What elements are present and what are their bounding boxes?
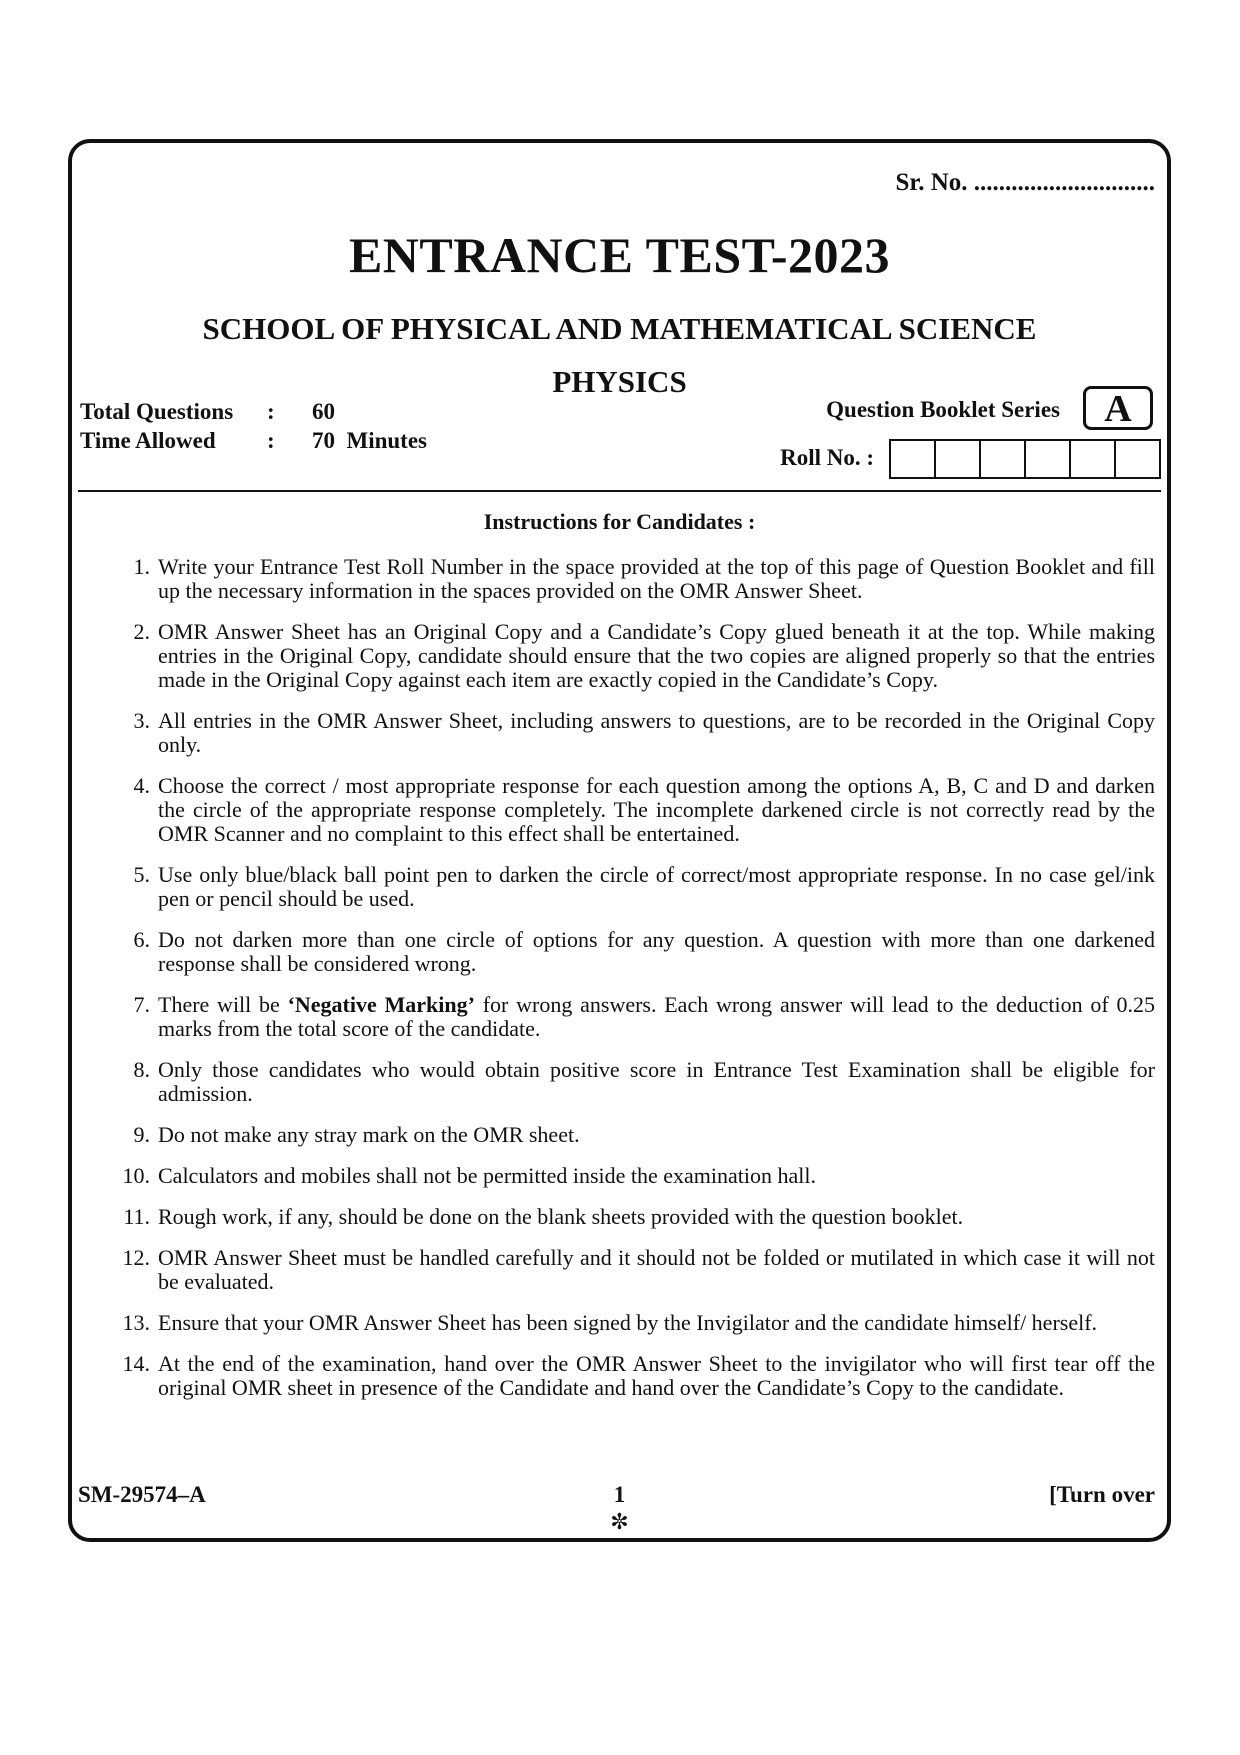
instruction-text: At the end of the examination, hand over the OMR Answer Sheet to the invigilator who will first tear off the original OMR sheet in presence of the Candidate and hand over the Candidate’s Copy to the candidate. [158,1351,1155,1400]
instruction-item [100,774,1155,846]
colon: : [267,399,275,424]
serial-number: Sr. No. ............................. [895,169,1155,196]
instruction-number: 11. [123,1204,150,1229]
instruction-item [100,1246,1155,1294]
series-badge: A [1083,386,1153,430]
instruction-text: Calculators and mobiles shall not be permitted inside the examination hall. [158,1163,817,1188]
time-allowed-row [80,428,427,454]
instructions-list [100,555,1155,1417]
negative-marking-emphasis: ‘Negative Marking’ [287,992,475,1017]
total-questions-value: 60 [312,399,335,424]
instruction-number: 2. [133,619,150,644]
instruction-item [100,863,1155,911]
instruction-number: 13. [122,1310,150,1335]
instruction-text: Do not darken more than one circle of options for any question. A question with more than one darkened response shall be considered wrong. [158,927,1155,976]
page-number: 1 [613,1482,626,1507]
instruction-item [100,1352,1155,1400]
instruction-number: 1. [133,554,150,579]
instruction-item [100,555,1155,603]
instruction-text-part: There will be [158,992,288,1017]
instruction-item [100,709,1155,757]
instruction-item [100,993,1155,1041]
booklet-cover-frame [68,139,1171,1542]
instruction-text: Use only blue/black ball point pen to darken the circle of correct/most appropriate response. In no case gel/ink pen or pencil should be used. [158,862,1155,911]
instruction-text: Do not make any stray mark on the OMR sheet. [158,1122,580,1147]
total-questions-row [80,399,335,425]
instruction-number: 9. [133,1122,150,1147]
instruction-item [100,1205,1155,1229]
school-name: SCHOOL OF PHYSICAL AND MATHEMATICAL SCIENCE [202,311,1037,346]
subject-name: PHYSICS [552,364,687,399]
time-allowed-value: 70 Minutes [312,428,427,453]
roll-digit-box[interactable] [1071,441,1116,477]
instruction-text: Write your Entrance Test Roll Number in the space provided at the top of this page of Question Booklet and fill up the necessary information in the spaces provided on the OMR Answer Sheet. [158,554,1155,603]
asterisk-icon: ✼ [610,1509,629,1534]
exam-title: ENTRANCE TEST-2023 [348,227,891,283]
instruction-item [100,1058,1155,1106]
roll-digit-box[interactable] [891,441,936,477]
instruction-number: 12. [122,1245,150,1270]
instruction-number: 4. [133,773,150,798]
instruction-text: Only those candidates who would obtain positive score in Entrance Test Examination shall be eligible for admission. [158,1057,1155,1106]
roll-digit-box[interactable] [981,441,1026,477]
colon: : [267,428,275,453]
instruction-text: OMR Answer Sheet must be handled carefully and it should not be folded or mutilated in which case it will not be evaluated. [158,1245,1155,1294]
roll-digit-box[interactable] [1116,441,1159,477]
roll-digit-box[interactable] [936,441,981,477]
instruction-number: 10. [122,1163,150,1188]
instruction-number: 14. [122,1351,150,1376]
instruction-number: 7. [133,992,150,1017]
instruction-item [100,1123,1155,1147]
time-allowed-label: Time Allowed [80,428,216,453]
instruction-text [158,993,1155,1041]
turn-over-note: [Turn over [1049,1482,1155,1507]
instruction-item [100,1311,1155,1335]
series-label: Question Booklet Series [826,397,1060,422]
instruction-item [100,1164,1155,1188]
instruction-text-part: for wrong answers. Each wrong answer will lead to the deduction of 0.25 marks from the total score of the candidate. [158,992,1156,1041]
instruction-text: OMR Answer Sheet has an Original Copy and a Candidate’s Copy glued beneath it at the top. While making entries in the Original Copy, candidate should ensure that the two copies are aligned properly so that the entries made in the Original Copy against each item are exactly copied in the Candidate’s Copy. [158,619,1155,692]
instruction-text: All entries in the OMR Answer Sheet, including answers to questions, are to be recorded in the Original Copy only. [158,708,1155,757]
instruction-item [100,620,1155,692]
instruction-item [100,928,1155,976]
roll-digit-box[interactable] [1026,441,1071,477]
instruction-text: Choose the correct / most appropriate response for each question among the options A, B, C and D and darken the circle of the appropriate response completely. The incomplete darkened circle is not correctly read by the OMR Scanner and no complaint to this effect shall be entertained. [158,773,1155,846]
instructions-heading: Instructions for Candidates : [483,509,756,534]
roll-number-boxes[interactable] [889,439,1161,479]
instruction-number: 3. [133,708,150,733]
instruction-number: 8. [133,1057,150,1082]
instruction-text: Rough work, if any, should be done on the blank sheets provided with the question booklet. [158,1204,964,1229]
roll-number-label: Roll No. : [780,445,874,470]
instruction-text: Ensure that your OMR Answer Sheet has been signed by the Invigilator and the candidate himself/ herself. [158,1310,1098,1335]
booklet-code: SM-29574–A [78,1482,206,1507]
instruction-number: 6. [133,927,150,952]
divider [78,490,1161,492]
total-questions-label: Total Questions [80,399,234,424]
instruction-number: 5. [133,862,150,887]
